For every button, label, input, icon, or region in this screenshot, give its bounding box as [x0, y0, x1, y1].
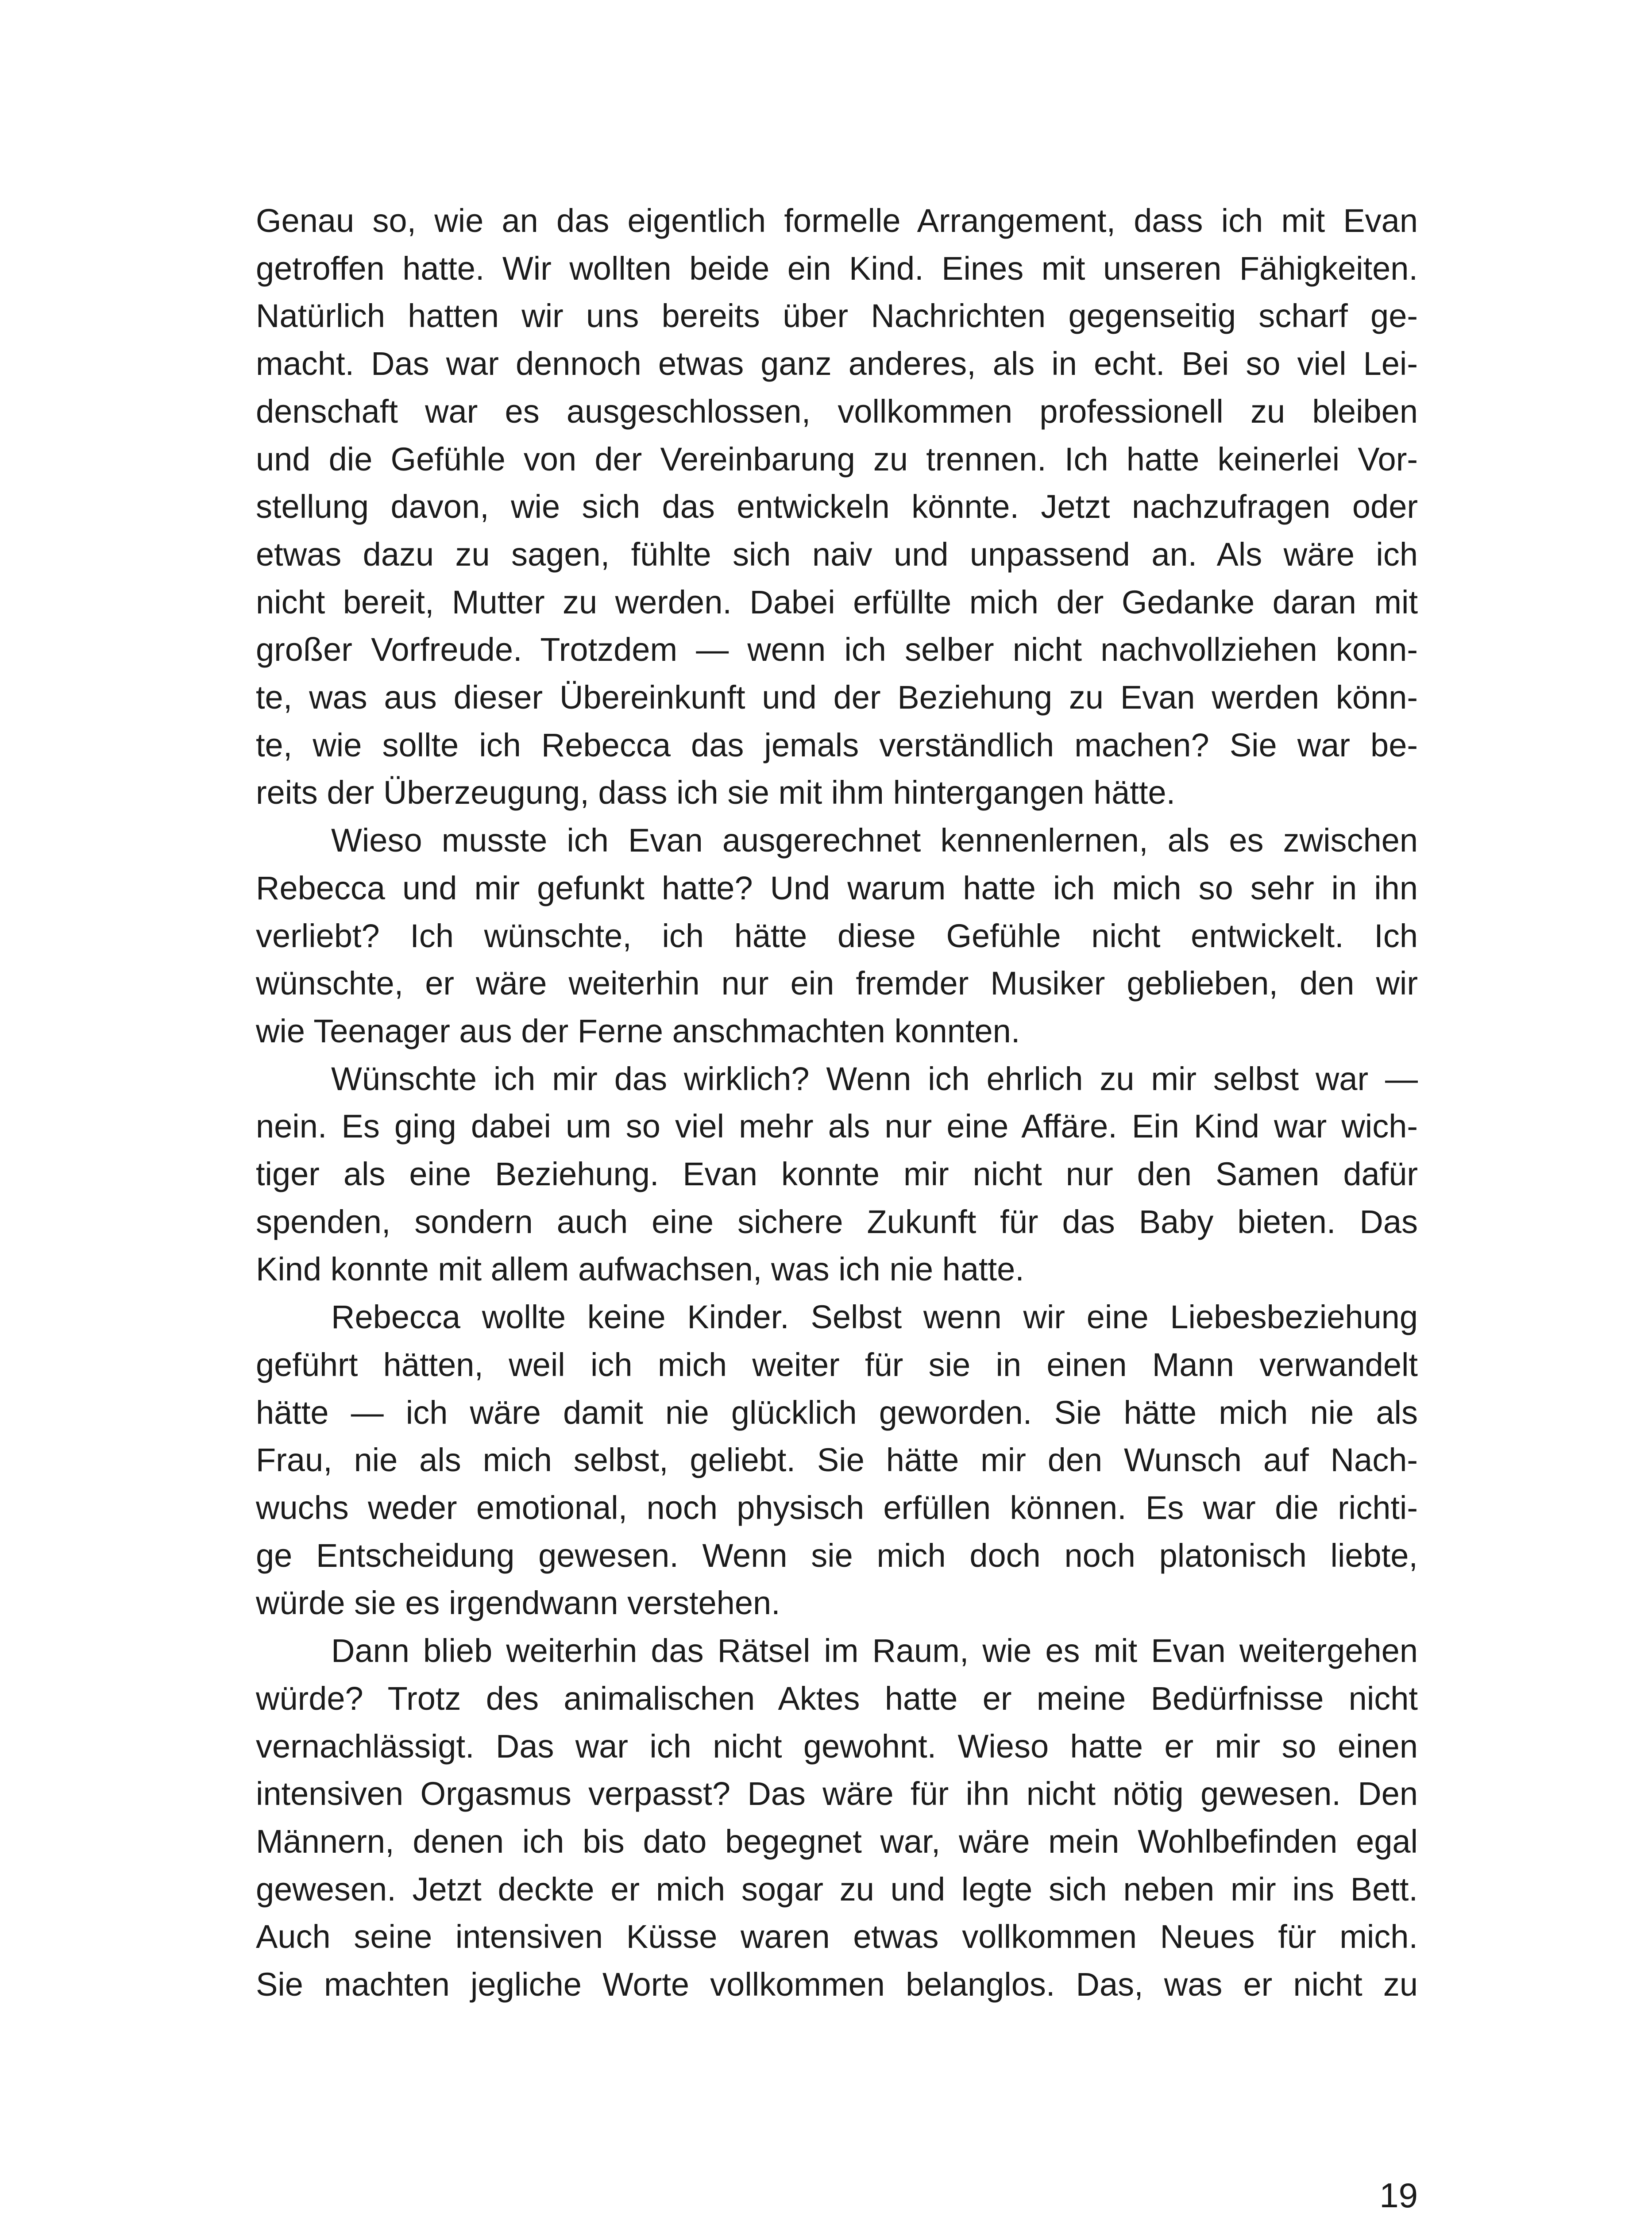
text-line: nein. Es ging dabei um so viel mehr als nur eine Affäre. Ein Kind war wich-: [256, 1108, 1418, 1145]
text-line: wuchs weder emotional, noch physisch erfüllen können. Es war die richti-: [256, 1489, 1418, 1526]
text-line: Natürlich hatten wir uns bereits über Nachrichten gegenseitig scharf ge-: [256, 297, 1418, 335]
text-line: Wieso musste ich Evan ausgerechnet kennenlernen, als es zwischen: [331, 822, 1418, 859]
text-line: getroffen hatte. Wir wollten beide ein Kind. Eines mit unseren Fähigkeiten.: [256, 250, 1418, 287]
text-line: Rebecca und mir gefunkt hatte? Und warum hatte ich mich so sehr in ihn: [256, 869, 1418, 906]
body-text: [256, 197, 1418, 2009]
text-line: hätte — ich wäre damit nie glücklich geworden. Sie hätte mich nie als: [256, 1394, 1418, 1431]
paragraph: [256, 817, 1418, 1055]
text-line: nicht bereit, Mutter zu werden. Dabei erfüllte mich der Gedanke daran mit: [256, 583, 1418, 621]
paragraph: [256, 1627, 1418, 2009]
paragraph: [256, 1293, 1418, 1627]
text-line: wie Teenager aus der Ferne anschmachten konnten.: [256, 1012, 1020, 1049]
text-line: Männern, denen ich bis dato begegnet war, wäre mein Wohlbefinden egal: [256, 1823, 1418, 1860]
text-line: intensiven Orgasmus verpasst? Das wäre für ihn nicht nötig gewesen. Den: [256, 1775, 1418, 1812]
paragraph: [256, 197, 1418, 817]
text-line: Dann blieb weiterhin das Rätsel im Raum, wie es mit Evan weitergehen: [331, 1632, 1418, 1669]
text-line: Sie machten jegliche Worte vollkommen belanglos. Das, was er nicht zu: [256, 1966, 1418, 2003]
text-line: Frau, nie als mich selbst, geliebt. Sie hätte mir den Wunsch auf Nach-: [256, 1442, 1418, 1479]
text-line: etwas dazu zu sagen, fühlte sich naiv und unpassend an. Als wäre ich: [256, 536, 1418, 573]
text-line: großer Vorfreude. Trotzdem — wenn ich selber nicht nachvollziehen konn-: [256, 631, 1418, 668]
text-line: reits der Überzeugung, dass ich sie mit ihm hintergangen hätte.: [256, 774, 1176, 811]
text-line: Genau so, wie an das eigentlich formelle Arrangement, dass ich mit Evan: [256, 202, 1418, 239]
text-line: te, was aus dieser Übereinkunft und der Beziehung zu Evan werden könn-: [256, 679, 1418, 716]
text-line: Auch seine intensiven Küsse waren etwas vollkommen Neues für mich.: [256, 1918, 1418, 1955]
text-line: spenden, sondern auch eine sichere Zukunft für das Baby bieten. Das: [256, 1203, 1418, 1240]
text-line: gewesen. Jetzt deckte er mich sogar zu und legte sich neben mir ins Bett.: [256, 1870, 1418, 1908]
text-line: wünschte, er wäre weiterhin nur ein fremder Musiker geblieben, den wir: [256, 965, 1418, 1002]
text-line: Wünschte ich mir das wirklich? Wenn ich ehrlich zu mir selbst war —: [331, 1060, 1418, 1097]
page-number: 19: [1379, 2176, 1418, 2213]
text-line: te, wie sollte ich Rebecca das jemals verständlich machen? Sie war be-: [256, 726, 1418, 763]
text-line: ge Entscheidung gewesen. Wenn sie mich doch noch platonisch liebte,: [256, 1537, 1418, 1574]
text-line: denschaft war es ausgeschlossen, vollkommen professionell zu bleiben: [256, 393, 1418, 430]
text-line: geführt hätten, weil ich mich weiter für sie in einen Mann verwandelt: [256, 1346, 1418, 1383]
text-line: stellung davon, wie sich das entwickeln könnte. Jetzt nachzufragen oder: [256, 488, 1418, 525]
text-line: tiger als eine Beziehung. Evan konnte mir nicht nur den Samen dafür: [256, 1156, 1418, 1193]
text-line: macht. Das war dennoch etwas ganz anderes, als in echt. Bei so viel Lei-: [256, 345, 1418, 382]
text-line: würde? Trotz des animalischen Aktes hatte er meine Bedürfnisse nicht: [256, 1680, 1418, 1717]
paragraph: [256, 1055, 1418, 1294]
text-line: Kind konnte mit allem aufwachsen, was ich nie hatte.: [256, 1251, 1024, 1288]
text-line: vernachlässigt. Das war ich nicht gewohnt. Wieso hatte er mir so einen: [256, 1727, 1418, 1765]
text-line: verliebt? Ich wünschte, ich hätte diese Gefühle nicht entwickelt. Ich: [256, 917, 1418, 954]
text-line: würde sie es irgendwann verstehen.: [256, 1585, 780, 1622]
text-line: Rebecca wollte keine Kinder. Selbst wenn wir eine Liebesbeziehung: [331, 1299, 1418, 1336]
text-line: und die Gefühle von der Vereinbarung zu trennen. Ich hatte keinerlei Vor-: [256, 440, 1418, 478]
